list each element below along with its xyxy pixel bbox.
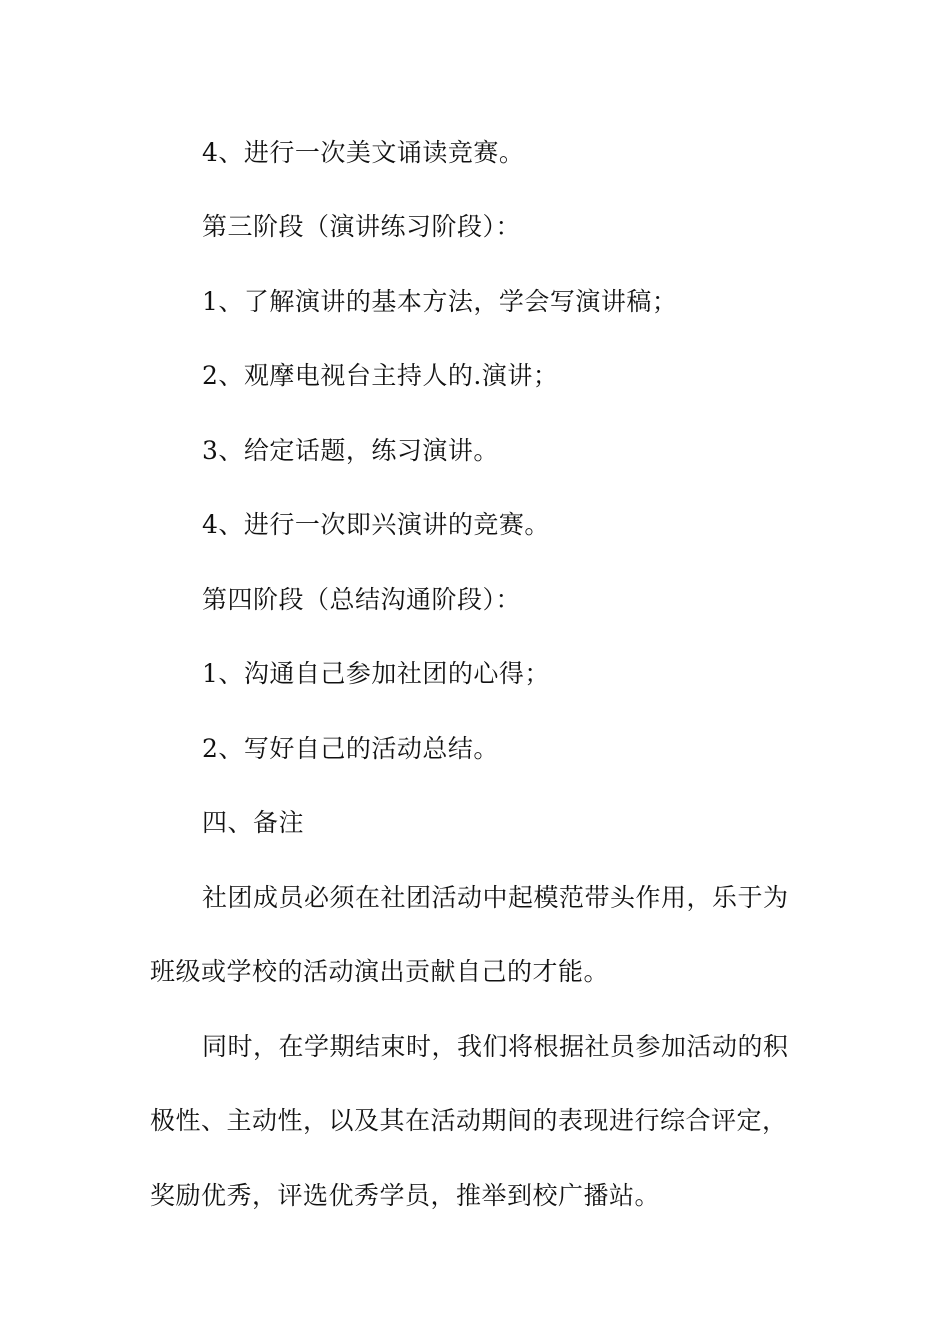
list-item-reading-contest: 4、进行一次美文诵读竞赛。	[202, 138, 525, 167]
paragraph-evaluation-line-3: 奖励优秀，评选优秀学员，推举到校广播站。	[150, 1181, 661, 1210]
list-item-write-summary: 2、写好自己的活动总结。	[202, 734, 499, 763]
section-heading-notes: 四、备注	[202, 808, 305, 837]
section-heading-stage-four: 第四阶段（总结沟通阶段）：	[202, 585, 522, 614]
list-item-observe-hosts: 2、观摩电视台主持人的.演讲；	[202, 361, 559, 390]
list-item-practice-topics: 3、给定话题，练习演讲。	[202, 436, 499, 465]
paragraph-members-line-1: 社团成员必须在社团活动中起模范带头作用，乐于为	[202, 883, 789, 912]
section-heading-stage-three: 第三阶段（演讲练习阶段）：	[202, 212, 522, 241]
paragraph-evaluation-line-2: 极性、主动性，以及其在活动期间的表现进行综合评定，	[150, 1106, 788, 1135]
paragraph-members-line-2: 班级或学校的活动演出贡献自己的才能。	[150, 957, 610, 986]
list-item-impromptu-contest: 4、进行一次即兴演讲的竞赛。	[202, 510, 550, 539]
paragraph-evaluation-line-1: 同时，在学期结束时，我们将根据社员参加活动的积	[202, 1032, 789, 1061]
list-item-speech-methods: 1、了解演讲的基本方法，学会写演讲稿；	[202, 287, 678, 316]
list-item-share-experience: 1、沟通自己参加社团的心得；	[202, 659, 550, 688]
